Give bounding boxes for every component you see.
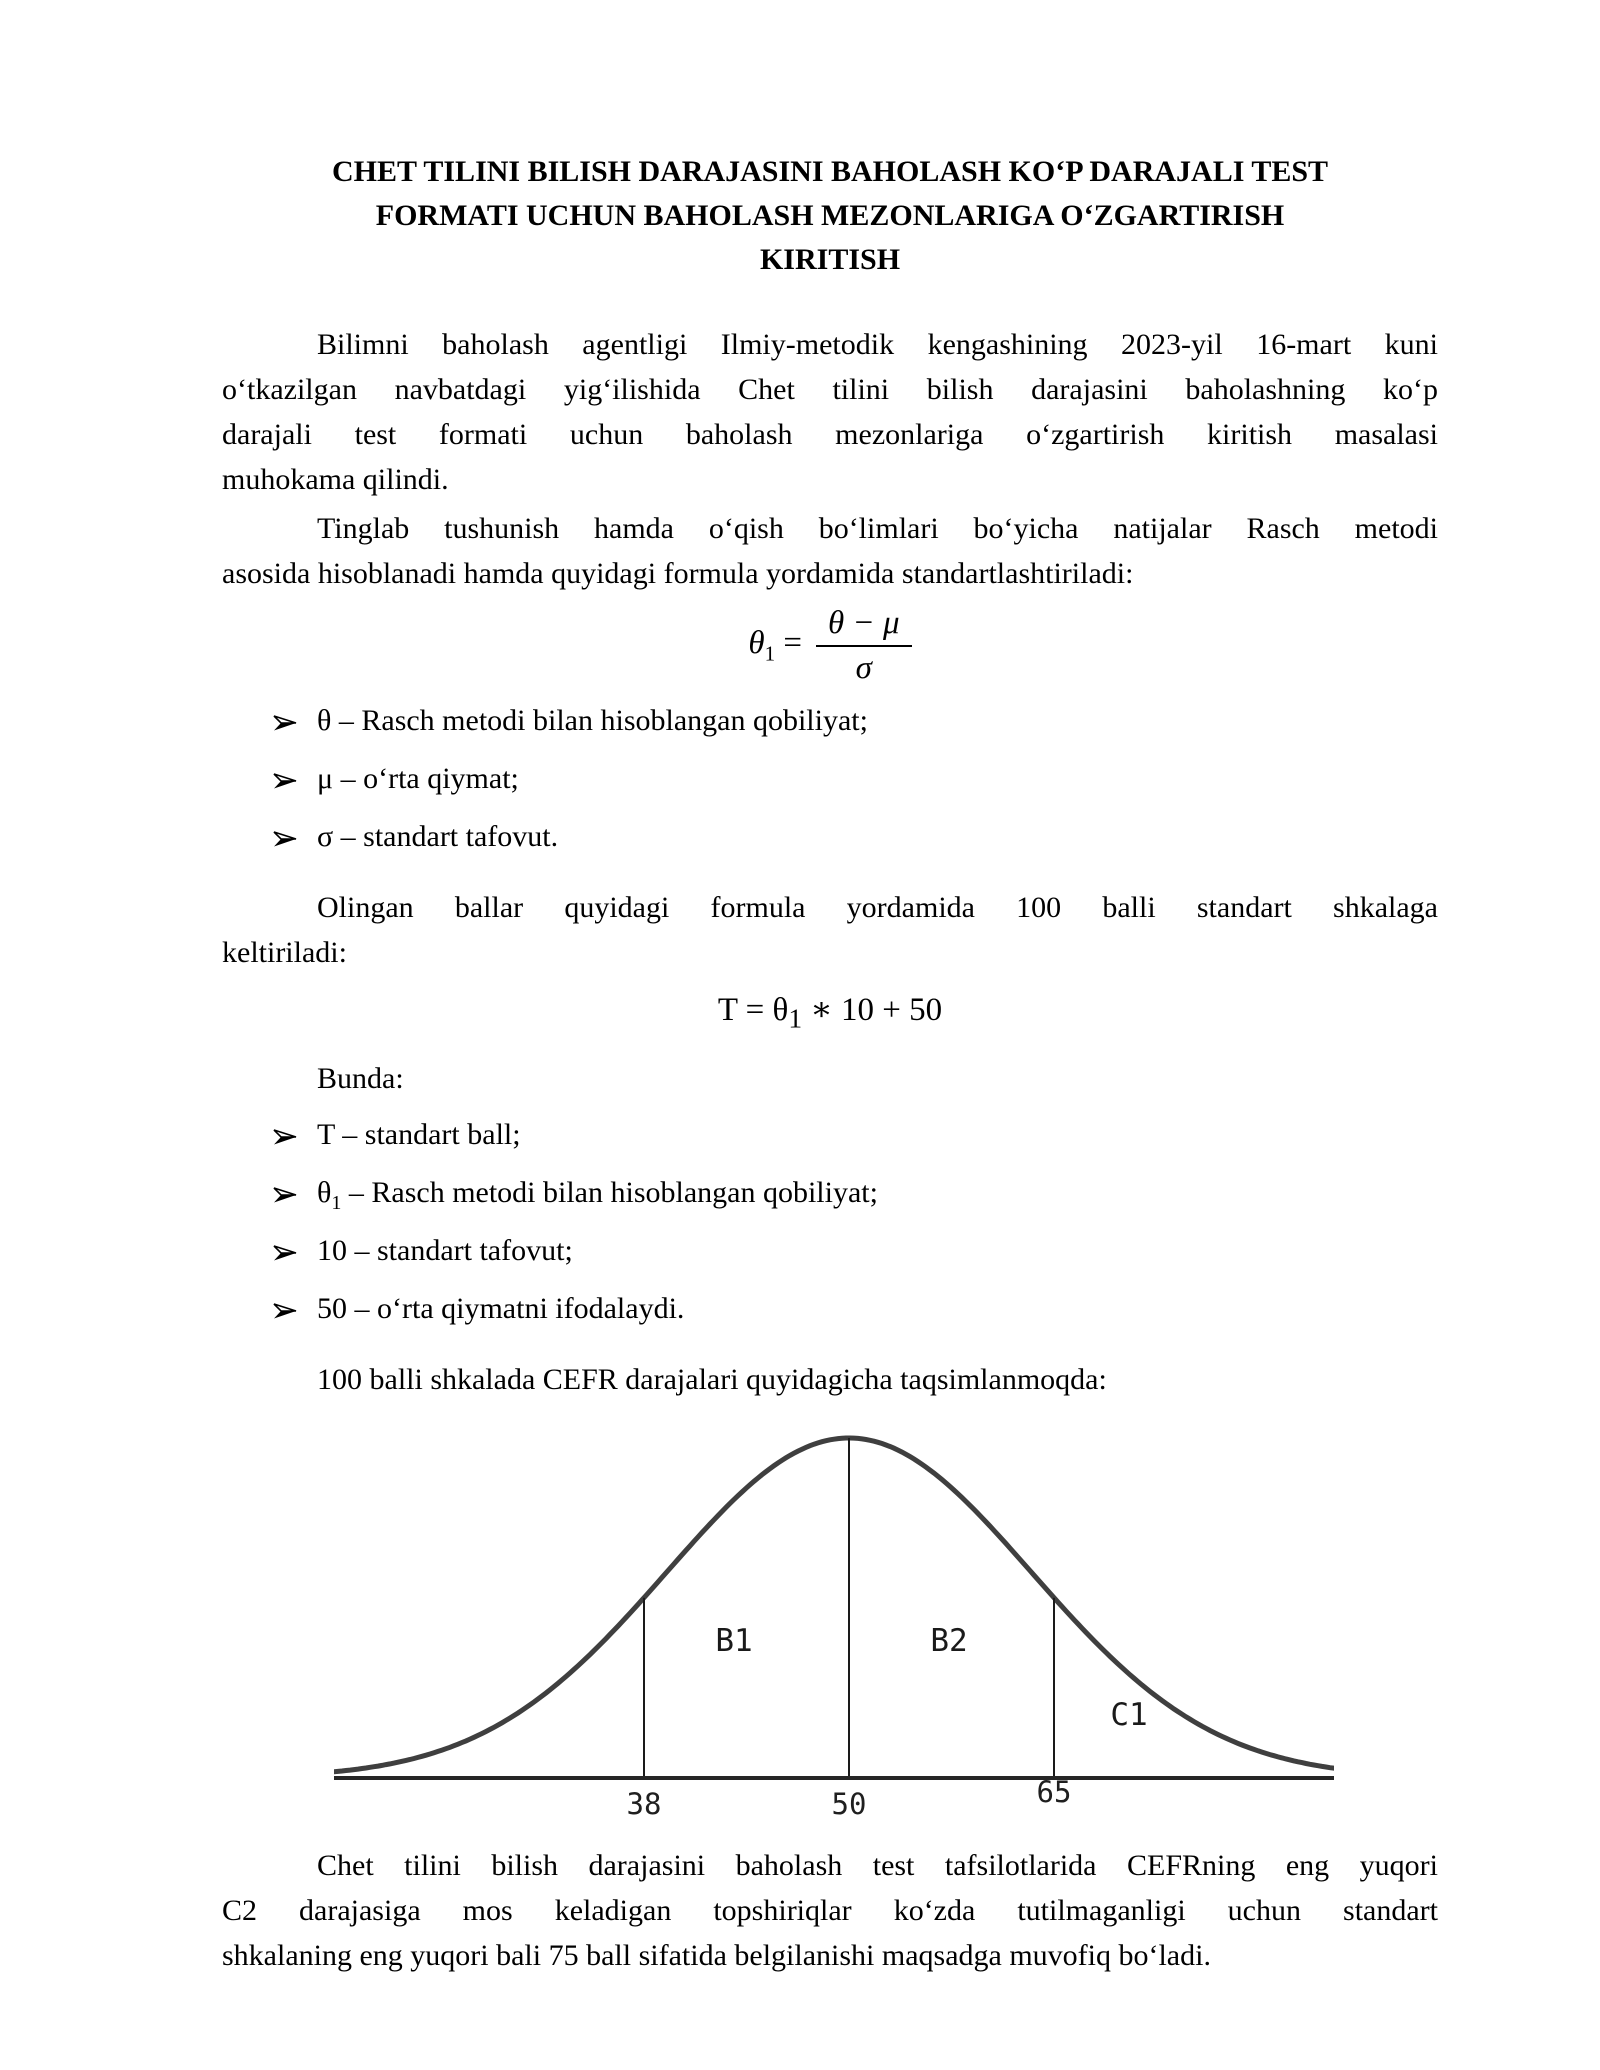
formula-lhs: $\theta_1$ = [748, 624, 803, 666]
text-line: Olingan ballar quyidagi formula yordamida 100 balli standart shkalaga [317, 891, 1438, 924]
list-item [222, 1285, 1438, 1343]
arrowhead-bullet-icon [272, 699, 298, 747]
region-label-C1: C1 [1110, 1696, 1148, 1733]
fraction-numerator: θ − μ [816, 604, 912, 647]
text-line: 100 balli shkalada CEFR darajalari quyidagicha taqsimlanmoqda: [317, 1362, 1107, 1396]
paragraph-scale-conversion [222, 885, 1438, 975]
text-line: o‘tkazilgan navbatdagi yig‘ilishida Chet tilini bilish darajasini baholashning ko‘p [222, 373, 1438, 406]
paragraph-bunda [222, 1056, 1438, 1101]
text-line: muhokama qilindi. [222, 463, 449, 496]
bell-curve-figure [334, 1426, 1334, 1831]
bell-curve-path [334, 1438, 1334, 1772]
formula-theta-standardization [222, 604, 1438, 687]
arrowhead-bullet-icon [272, 1287, 298, 1335]
arrowhead-bullet-icon [272, 1113, 298, 1161]
document-title-line: CHET TILINI BILISH DARAJASINI BAHOLASH KO‘P DARAJALI TEST [331, 155, 1329, 188]
text-line: Tinglab tushunish hamda o‘qish bo‘limlari bo‘yicha natijalar Rasch metodi [317, 512, 1438, 545]
list-item-text: T – standart ball; [317, 1117, 521, 1151]
list-item [222, 1227, 1438, 1285]
paragraph-conclusion [222, 1843, 1438, 1978]
arrowhead-bullet-icon [272, 757, 298, 805]
text-line: asosida hisoblanadi hamda quyidagi formula yordamida standartlashtiriladi: [222, 557, 1134, 590]
list-item-text: $\theta_1$ – Rasch metodi bilan hisoblangan qobiliyat; [317, 1175, 878, 1214]
list-item [222, 813, 1438, 871]
text-line: Bunda: [317, 1061, 404, 1095]
arrowhead-bullet-icon [272, 1229, 298, 1277]
text-line: shkalaning eng yuqori bali 75 ball sifatida belgilanishi maqsadga muvofiq bo‘ladi. [222, 1938, 1211, 1972]
text-line: C2 darajasiga mos keladigan topshiriqlar ko‘zda tutilmaganligi uchun standart [222, 1893, 1438, 1927]
x-tick-label-38: 38 [626, 1786, 662, 1821]
paragraph-intro [222, 322, 1438, 502]
bell-curve-chart [334, 1426, 1334, 1831]
list-item-text: μ – o‘rta qiymat; [317, 762, 519, 795]
list-item [222, 755, 1438, 813]
text-line: Chet tilini bilish darajasini baholash test tafsilotlarida CEFRning eng yuqori [317, 1848, 1438, 1882]
formula-t-score: $T = \theta_1$ ∗ 10 + 50 [717, 992, 943, 1034]
symbol-definitions-list [222, 697, 1438, 871]
text-line: Bilimni baholash agentligi Ilmiy-metodik kengashining 2023-yil 16-mart kuni [317, 328, 1438, 361]
arrowhead-bullet-icon [272, 815, 298, 863]
document-title [222, 150, 1438, 282]
paragraph-cefr-distribution [222, 1357, 1438, 1402]
region-label-B2: B2 [930, 1622, 968, 1659]
region-label-B1: B1 [715, 1622, 753, 1659]
x-tick-label-65: 65 [1036, 1774, 1072, 1809]
list-item [222, 1111, 1438, 1169]
fraction-denominator: σ [855, 650, 872, 686]
paragraph-rasch-method [222, 506, 1438, 596]
list-item-text: 50 – o‘rta qiymatni ifodalaydi. [317, 1291, 685, 1325]
list-item [222, 1169, 1438, 1227]
document-title-line: KIRITISH [759, 243, 901, 276]
arrowhead-bullet-icon [272, 1171, 298, 1219]
list-item-text: σ – standart tafovut. [317, 820, 559, 853]
t-score-definitions-list [222, 1111, 1438, 1343]
text-line: keltiriladi: [222, 936, 347, 969]
text-line: darajali test formati uchun baholash mezonlariga o‘zgartirish kiritish masalasi [222, 418, 1438, 451]
formula-fraction [816, 604, 912, 687]
list-item [222, 697, 1438, 755]
x-tick-label-50: 50 [831, 1786, 867, 1821]
list-item-text: 10 – standart tafovut; [317, 1233, 573, 1267]
document-title-line: FORMATI UCHUN BAHOLASH MEZONLARIGA O‘ZGARTIRISH [375, 199, 1285, 232]
list-item-text: θ – Rasch metodi bilan hisoblangan qobiliyat; [317, 704, 868, 737]
